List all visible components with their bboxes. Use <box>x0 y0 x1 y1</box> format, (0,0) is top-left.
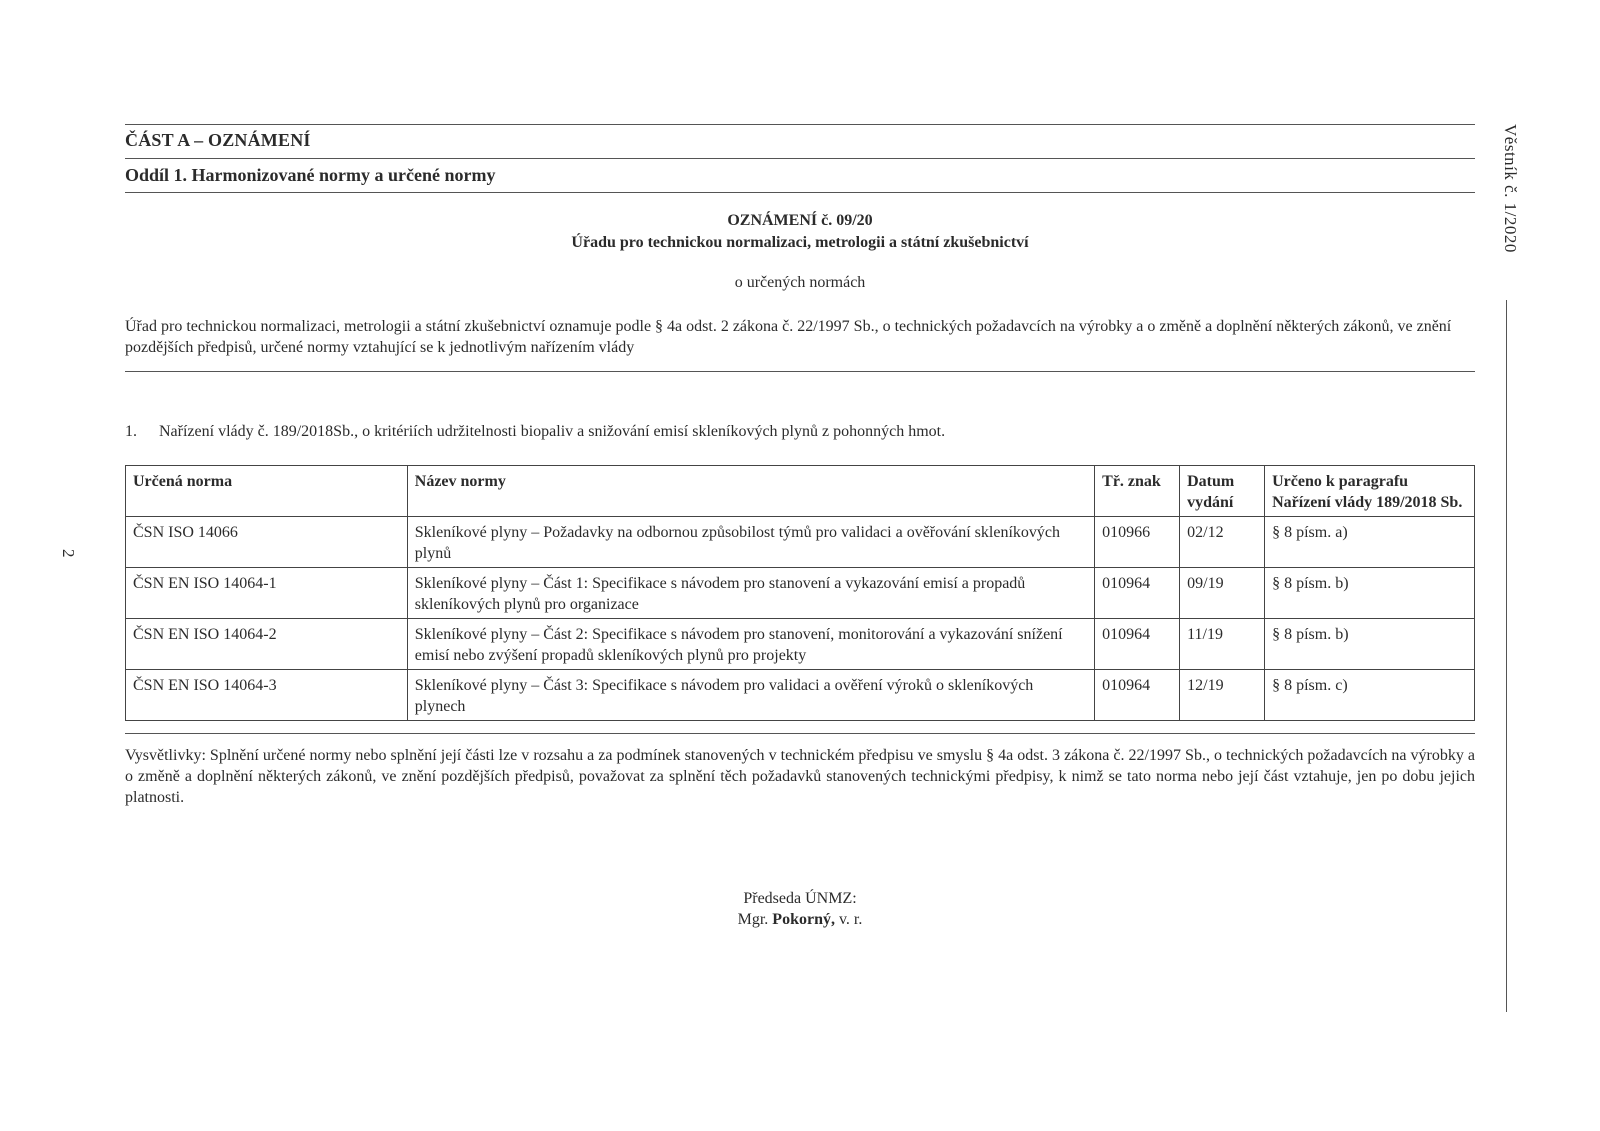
cell-name: Skleníkové plyny – Část 2: Specifikace s návodem pro stanovení, monitorování a vykazování snížení emisí nebo zvýšení propadů skleníkových plynů pro projekty <box>407 619 1094 670</box>
regulation-number: 1. <box>125 423 137 440</box>
cell-class-code: 010964 <box>1095 670 1180 721</box>
divider <box>125 371 1475 372</box>
regulation-text: Nařízení vlády č. 189/2018Sb., o kritériích udržitelnosti biopaliv a snižování emisí skleníkových plynů z pohonných hmot. <box>159 423 946 440</box>
divider <box>125 124 1475 125</box>
cell-name: Skleníkové plyny – Část 1: Specifikace s návodem pro stanovení a vykazování emisí a propadů skleníkových plynů pro organizace <box>407 568 1094 619</box>
cell-paragraph: § 8 písm. a) <box>1265 517 1475 568</box>
cell-name: Skleníkové plyny – Požadavky na odbornou způsobilost týmů pro validaci a ověřování skleníkových plynů <box>407 517 1094 568</box>
table-row <box>126 568 1475 619</box>
divider <box>125 192 1475 193</box>
header-norm: Určená norma <box>126 466 408 517</box>
regulation-item <box>125 423 945 441</box>
notice-topic: o určených normách <box>734 274 866 291</box>
section-title: Oddíl 1. Harmonizované normy a určené normy <box>125 165 496 185</box>
header-name: Název normy <box>407 466 1094 517</box>
norms-table <box>125 465 1475 721</box>
bulletin-label: Věstník č. 1/2020 <box>1501 124 1520 253</box>
page-number: 2 <box>59 549 78 558</box>
explanation-note: Vysvětlivky: Splnění určené normy nebo splnění její části lze v rozsahu a za podmínek stanovených v technickém předpisu ve smyslu § 4a odst. 3 zákona č. 22/1997 Sb., o technických požadavcích na výrobky a o změně a doplnění některých zákonů, ve znění pozdějších předpisů, považovat za splnění těch požadavků stanovených technickými předpisy, k nimž se tato norma nebo její část vztahuje, jen po dobu jejich platnosti. <box>125 747 1475 806</box>
cell-norm: ČSN EN ISO 14064-1 <box>126 568 408 619</box>
cell-issue-date: 11/19 <box>1180 619 1265 670</box>
table-row <box>126 517 1475 568</box>
signature-prefix: Mgr. <box>737 911 769 928</box>
cell-issue-date: 12/19 <box>1180 670 1265 721</box>
cell-paragraph: § 8 písm. c) <box>1265 670 1475 721</box>
cell-issue-date: 02/12 <box>1180 517 1265 568</box>
notice-title: OZNÁMENÍ č. 09/20 <box>727 212 873 229</box>
notice-issuer: Úřadu pro technickou normalizaci, metrologii a státní zkušebnictví <box>571 234 1029 251</box>
divider <box>125 733 1475 734</box>
notice-intro: Úřad pro technickou normalizaci, metrologii a státní zkušebnictví oznamuje podle § 4a odst. 2 zákona č. 22/1997 Sb., o technických požadavcích na výrobky a o změně a doplnění některých zákonů, ve znění pozdějších předpisů, určené normy vztahující se k jednotlivým nařízením vlády <box>125 318 1452 356</box>
signature-name: Pokorný, <box>772 911 835 928</box>
cell-name: Skleníkové plyny – Část 3: Specifikace s návodem pro validaci a ověření výroků o skleníkových plynech <box>407 670 1094 721</box>
cell-norm: ČSN EN ISO 14064-3 <box>126 670 408 721</box>
table-header-row <box>126 466 1475 517</box>
cell-class-code: 010964 <box>1095 619 1180 670</box>
cell-norm: ČSN ISO 14066 <box>126 517 408 568</box>
cell-paragraph: § 8 písm. b) <box>1265 619 1475 670</box>
header-paragraph: Určeno k paragrafu Nařízení vlády 189/2018 Sb. <box>1265 466 1475 517</box>
signature-role: Předseda ÚNMZ: <box>743 890 857 907</box>
cell-issue-date: 09/19 <box>1180 568 1265 619</box>
header-class-code: Tř. znak <box>1095 466 1180 517</box>
table-row <box>126 619 1475 670</box>
side-rule <box>1506 300 1507 1012</box>
part-title: ČÁST A – OZNÁMENÍ <box>125 130 311 150</box>
divider <box>125 158 1475 159</box>
cell-paragraph: § 8 písm. b) <box>1265 568 1475 619</box>
signature-line <box>125 911 1475 929</box>
cell-norm: ČSN EN ISO 14064-2 <box>126 619 408 670</box>
table-row <box>126 670 1475 721</box>
header-issue-date: Datum vydání <box>1180 466 1265 517</box>
signature-suffix: v. r. <box>838 911 863 928</box>
cell-class-code: 010964 <box>1095 568 1180 619</box>
cell-class-code: 010966 <box>1095 517 1180 568</box>
